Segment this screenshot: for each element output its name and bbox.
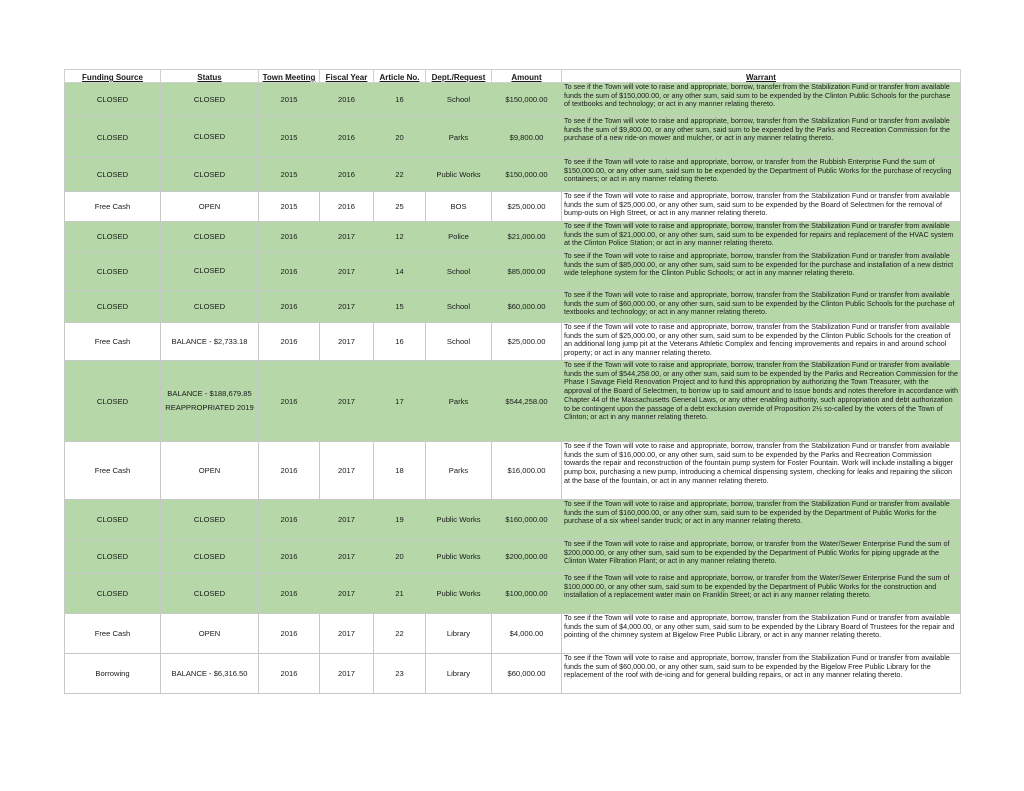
cell-funding-source: CLOSED <box>65 222 161 252</box>
cell-town-meeting: 2016 <box>259 291 320 323</box>
cell-status <box>161 323 259 361</box>
status-line: OPEN <box>198 465 221 475</box>
cell-amount: $200,000.00 <box>492 540 562 574</box>
cell-dept-request: Library <box>426 654 492 694</box>
cell-fiscal-year: 2016 <box>320 158 374 192</box>
cell-fiscal-year: 2017 <box>320 252 374 291</box>
cell-amount: $25,000.00 <box>492 323 562 361</box>
table-row <box>65 654 961 694</box>
cell-fiscal-year: 2017 <box>320 614 374 654</box>
cell-funding-source: Free Cash <box>65 323 161 361</box>
header-fiscal-year: Fiscal Year <box>320 70 374 83</box>
cell-funding-source: Free Cash <box>65 442 161 500</box>
cell-dept-request: BOS <box>426 192 492 222</box>
status-line: CLOSED <box>193 266 226 275</box>
cell-dept-request: School <box>426 83 492 117</box>
cell-funding-source: Borrowing <box>65 654 161 694</box>
cell-funding-source: Free Cash <box>65 614 161 654</box>
cell-dept-request: Public Works <box>426 540 492 574</box>
status-line: CLOSED <box>193 551 226 561</box>
cell-fiscal-year: 2017 <box>320 540 374 574</box>
cell-town-meeting: 2016 <box>259 361 320 442</box>
cell-status <box>161 574 259 614</box>
cell-warrant: To see if the Town will vote to raise and appropriate, borrow, or transfer from the Rubbish Enterprise Fund the sum of $150,000.00, or any other sum, said sum to be expended by the Department of Public Works for the purchase of recycling containers; or act in any manner relating thereto. <box>562 158 961 192</box>
cell-town-meeting: 2016 <box>259 222 320 252</box>
cell-dept-request: Public Works <box>426 574 492 614</box>
status-line: CLOSED <box>193 132 226 141</box>
cell-status <box>161 614 259 654</box>
cell-funding-source: CLOSED <box>65 158 161 192</box>
cell-dept-request: Police <box>426 222 492 252</box>
cell-warrant: To see if the Town will vote to raise and appropriate, borrow, transfer from the Stabilization Fund or transfer from available funds the sum of $160,000.00, or any other sum, said sum to be expended by the Department of Public Works for the purchase of a six wheel sander truck; or act in any manner relating thereto. <box>562 500 961 540</box>
cell-warrant: To see if the Town will vote to raise and appropriate, borrow, transfer from the Stabilization Fund or transfer from available funds the sum of $4,000.00, or any other sum, said sum to be expended by the Library Board of Trustees for the repair and pointing of the chimney system at Bigelow Free Public Library, or act in any manner relating thereto. <box>562 614 961 654</box>
cell-town-meeting: 2015 <box>259 158 320 192</box>
cell-town-meeting: 2016 <box>259 540 320 574</box>
cell-amount: $21,000.00 <box>492 222 562 252</box>
header-amount: Amount <box>492 70 562 83</box>
cell-fiscal-year: 2017 <box>320 500 374 540</box>
cell-town-meeting: 2016 <box>259 442 320 500</box>
cell-amount: $160,000.00 <box>492 500 562 540</box>
cell-article-no: 20 <box>374 540 426 574</box>
cell-article-no: 19 <box>374 500 426 540</box>
status-line: BALANCE - $188,679.85 <box>167 389 252 398</box>
cell-fiscal-year: 2017 <box>320 222 374 252</box>
header-dept-request: Dept./Request <box>426 70 492 83</box>
cell-status <box>161 654 259 694</box>
cell-town-meeting: 2015 <box>259 192 320 222</box>
status-line: BALANCE - $6,316.50 <box>171 668 248 678</box>
table-row <box>65 323 961 361</box>
cell-warrant: To see if the Town will vote to raise and appropriate, borrow, transfer from the Stabilization Fund or transfer from available funds the sum of $21,000.00, or any other sum, said sum to be expended for repairs and replacement of the HVAC system at the Clinton Police Station; or act in any manner relating thereto. <box>562 222 961 252</box>
cell-warrant: To see if the Town will vote to raise and appropriate, borrow, transfer from the Stabilization Fund or transfer from available funds the sum of $544,258.00, or any other sum, said sum to be expended by the Parks and Recreation Commission for the Phase I Savage Field Renovation Project and to fund this appropriation by authorizing the Town Treasurer, with the approval of the Board of Selectmen, to borrow up to said amount and to issue bonds and notes therefore in accordance with Chapter 44 of the Massachusetts General Laws, or any other enabling authority, such appropriation and debt authorization to be contingent upon the passage of a debt exclusion override of Proposition 2½ so-called by the voters of the Town of Clinton; or act in any manner relating thereto. <box>562 361 961 442</box>
cell-warrant: To see if the Town will vote to raise and appropriate, borrow, transfer from the Stabilization Fund or transfer from available funds the sum of $16,000.00, or any other sum, said sum to be expended by the Parks and Recreation Commission towards the repair and reconstruction of the fountain pump system for Foster Fountain. Work will include installing a bigger pump box, purchasing a new pump, introducing a chemical dispensing system, checking for leaks and repairing the silicon at the base of the fountain, or act in any manner relating thereto. <box>562 442 961 500</box>
cell-town-meeting: 2016 <box>259 500 320 540</box>
cell-fiscal-year: 2017 <box>320 291 374 323</box>
cell-funding-source: CLOSED <box>65 500 161 540</box>
cell-status <box>161 158 259 192</box>
cell-warrant: To see if the Town will vote to raise and appropriate, borrow, transfer from the Stabilization Fund or transfer from available funds the sum of $25,000.00, or any other sum, said sum to be expended by the Clinton Public Schools for the creation of an additional long jump pit at the Veterans Athletic Complex and fencing improvements and repairs in and around school property; or act in any manner relating thereto. <box>562 323 961 361</box>
table-row <box>65 252 961 291</box>
cell-article-no: 16 <box>374 83 426 117</box>
cell-status <box>161 252 259 291</box>
cell-article-no: 15 <box>374 291 426 323</box>
cell-article-no: 16 <box>374 323 426 361</box>
cell-article-no: 25 <box>374 192 426 222</box>
cell-dept-request: School <box>426 323 492 361</box>
cell-status <box>161 117 259 158</box>
cell-dept-request: Public Works <box>426 158 492 192</box>
cell-status <box>161 540 259 574</box>
cell-warrant: To see if the Town will vote to raise and appropriate, borrow, transfer from the Stabilization Fund or transfer from available funds the sum of $9,800.00, or any other sum, said sum to be expended by the Parks and Recreation Commission for the purchase of a new ride-on mower and mulcher, or act in any manner relating thereto. <box>562 117 961 158</box>
cell-status <box>161 500 259 540</box>
cell-status <box>161 361 259 442</box>
cell-dept-request: Parks <box>426 117 492 158</box>
header-town-meeting: Town Meeting <box>259 70 320 83</box>
status-line: BALANCE - $2,733.18 <box>171 336 248 346</box>
cell-dept-request: School <box>426 252 492 291</box>
cell-dept-request: Parks <box>426 442 492 500</box>
cell-funding-source: CLOSED <box>65 361 161 442</box>
cell-warrant: To see if the Town will vote to raise and appropriate, borrow, transfer from the Stabilization Fund or transfer from available funds the sum of $150,000.00, or any other sum, said sum to be expended by the Clinton Public Schools for the purchase of textbooks and technology; or act in any manner relating thereto. <box>562 83 961 117</box>
cell-warrant: To see if the Town will vote to raise and appropriate, borrow, transfer from the Stabilization Fund or transfer from available funds the sum of $85,000.00, or any other sum, said sum to be expended for the purchase and installation of a new district wide telephone system for the Clinton Public Schools; or act in any manner relating thereto. <box>562 252 961 291</box>
status-line: OPEN <box>198 201 221 211</box>
table-row <box>65 614 961 654</box>
table-row <box>65 192 961 222</box>
cell-amount: $9,800.00 <box>492 117 562 158</box>
cell-warrant: To see if the Town will vote to raise and appropriate, borrow, transfer from the Stabilization Fund or transfer from available funds the sum of $25,000.00, or any other sum, said sum to be expended by the Board of Selectmen for the removal of bump-outs on High Street, or act in any manner relating thereto. <box>562 192 961 222</box>
cell-article-no: 21 <box>374 574 426 614</box>
table-row <box>65 117 961 158</box>
cell-article-no: 18 <box>374 442 426 500</box>
cell-status <box>161 442 259 500</box>
cell-fiscal-year: 2016 <box>320 83 374 117</box>
cell-amount: $60,000.00 <box>492 291 562 323</box>
cell-warrant: To see if the Town will vote to raise and appropriate, borrow, transfer from the Stabilization Fund or transfer from available funds the sum of $60,000.00, or any other sum, said sum to be expended by the Clinton Public Schools for the purchase of textbooks and technology; or act in any manner relating thereto. <box>562 291 961 323</box>
cell-town-meeting: 2016 <box>259 252 320 291</box>
cell-amount: $60,000.00 <box>492 654 562 694</box>
cell-amount: $85,000.00 <box>492 252 562 291</box>
cell-fiscal-year: 2017 <box>320 574 374 614</box>
header-funding-source: Funding Source <box>65 70 161 83</box>
header-status: Status <box>161 70 259 83</box>
table-row <box>65 361 961 442</box>
cell-funding-source: CLOSED <box>65 574 161 614</box>
cell-warrant: To see if the Town will vote to raise and appropriate, borrow, transfer from the Stabilization Fund or transfer from available funds the sum of $60,000.00, or any other sum, said sum to be expended by the Bigelow Free Public Library for the replacement of the roof with de-icing and for general building repairs, or act in any manner relating thereto. <box>562 654 961 694</box>
cell-town-meeting: 2016 <box>259 574 320 614</box>
cell-status <box>161 222 259 252</box>
cell-article-no: 14 <box>374 252 426 291</box>
table-row <box>65 291 961 323</box>
appropriations-table <box>64 69 961 694</box>
table-row <box>65 222 961 252</box>
cell-article-no: 17 <box>374 361 426 442</box>
cell-amount: $25,000.00 <box>492 192 562 222</box>
status-line: CLOSED <box>193 301 226 311</box>
cell-amount: $16,000.00 <box>492 442 562 500</box>
table-row <box>65 540 961 574</box>
cell-fiscal-year: 2016 <box>320 117 374 158</box>
table-row <box>65 500 961 540</box>
cell-town-meeting: 2016 <box>259 654 320 694</box>
cell-status <box>161 83 259 117</box>
status-line: CLOSED <box>193 94 226 104</box>
cell-dept-request: Public Works <box>426 500 492 540</box>
cell-dept-request: Library <box>426 614 492 654</box>
status-line: CLOSED <box>193 169 226 179</box>
cell-funding-source: Free Cash <box>65 192 161 222</box>
header-warrant: Warrant <box>562 70 961 83</box>
cell-article-no: 12 <box>374 222 426 252</box>
status-line: REAPPROPRIATED 2019 <box>165 403 254 412</box>
cell-status <box>161 291 259 323</box>
table-row <box>65 83 961 117</box>
cell-dept-request: Parks <box>426 361 492 442</box>
status-line: CLOSED <box>193 588 226 598</box>
cell-fiscal-year: 2017 <box>320 654 374 694</box>
header-row <box>65 70 961 83</box>
cell-amount: $100,000.00 <box>492 574 562 614</box>
cell-town-meeting: 2016 <box>259 323 320 361</box>
status-line: CLOSED <box>193 514 226 524</box>
table-body <box>65 83 961 694</box>
cell-article-no: 22 <box>374 158 426 192</box>
cell-fiscal-year: 2017 <box>320 323 374 361</box>
cell-funding-source: CLOSED <box>65 83 161 117</box>
cell-amount: $150,000.00 <box>492 83 562 117</box>
cell-funding-source: CLOSED <box>65 540 161 574</box>
cell-dept-request: School <box>426 291 492 323</box>
cell-article-no: 22 <box>374 614 426 654</box>
cell-town-meeting: 2015 <box>259 117 320 158</box>
cell-fiscal-year: 2016 <box>320 192 374 222</box>
cell-amount: $4,000.00 <box>492 614 562 654</box>
cell-town-meeting: 2015 <box>259 83 320 117</box>
cell-article-no: 23 <box>374 654 426 694</box>
cell-town-meeting: 2016 <box>259 614 320 654</box>
cell-fiscal-year: 2017 <box>320 361 374 442</box>
header-article-no: Article No. <box>374 70 426 83</box>
status-line: OPEN <box>198 628 221 638</box>
cell-warrant: To see if the Town will vote to raise and appropriate, borrow, or transfer from the Water/Sewer Enterprise Fund the sum of $200,000.00, or any other sum, said sum to be expended by the Department of Public Works for piping upgrade at the Clinton Water Filtration Plant; or act in any manner relating thereto. <box>562 540 961 574</box>
table-row <box>65 158 961 192</box>
table-row <box>65 442 961 500</box>
cell-amount: $150,000.00 <box>492 158 562 192</box>
cell-funding-source: CLOSED <box>65 291 161 323</box>
status-line: CLOSED <box>193 231 226 241</box>
cell-warrant: To see if the Town will vote to raise and appropriate, borrow, or transfer from the Water/Sewer Enterprise Fund the sum of $100,000.00, or any other sum, said sum to be expended by the Department of Public Works for the construction and installation of a replacement water main on Franklin Street; or act in any manner relating thereto. <box>562 574 961 614</box>
cell-article-no: 20 <box>374 117 426 158</box>
cell-fiscal-year: 2017 <box>320 442 374 500</box>
cell-funding-source: CLOSED <box>65 117 161 158</box>
cell-status <box>161 192 259 222</box>
cell-amount: $544,258.00 <box>492 361 562 442</box>
table-row <box>65 574 961 614</box>
cell-funding-source: CLOSED <box>65 252 161 291</box>
